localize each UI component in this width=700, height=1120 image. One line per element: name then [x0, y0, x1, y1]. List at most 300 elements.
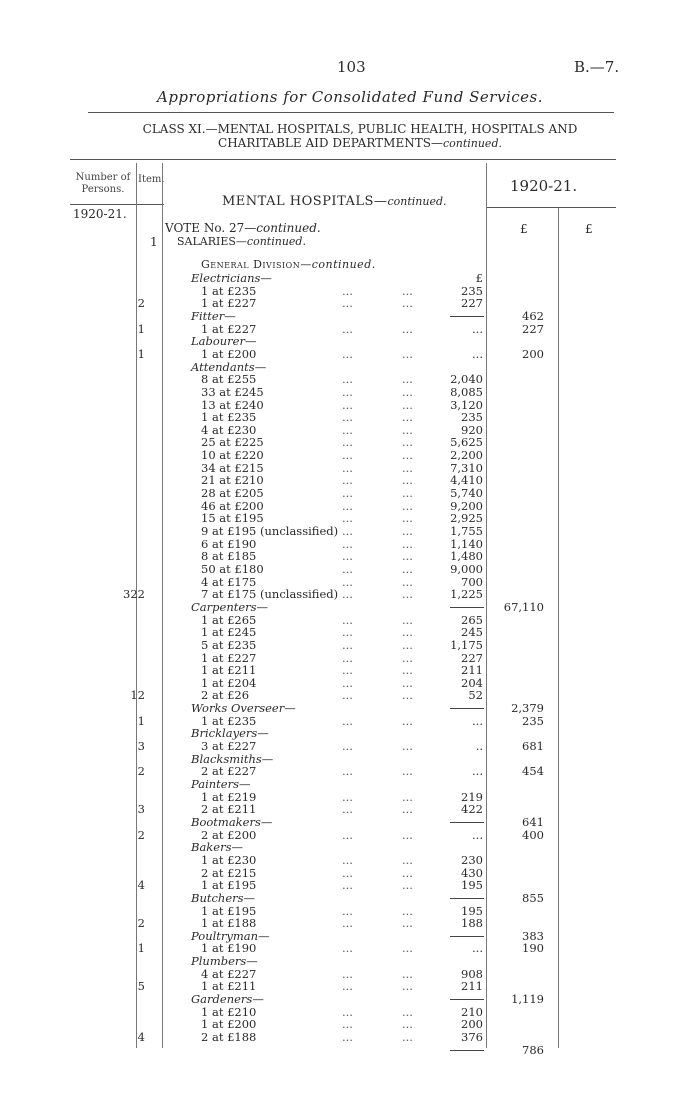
row-category: Poultryman— — [191, 928, 270, 943]
table-row — [0, 386, 700, 399]
row-category: Bootmakers— — [191, 814, 273, 829]
row-amount: 245 — [461, 625, 483, 640]
leader-dots: ... — [402, 675, 413, 690]
row-amount: 5,625 — [450, 435, 483, 450]
leader-dots: ... — [402, 296, 413, 311]
row-rate: 50 at £180 — [201, 561, 264, 576]
leader-dots: ... — [402, 903, 413, 918]
row-persons: 322 — [123, 587, 145, 602]
table-row — [0, 335, 700, 348]
leader-dots: ... — [402, 486, 413, 501]
row-amount: 3,120 — [450, 397, 483, 412]
row-category: Carpenters— — [191, 599, 269, 614]
leader-dots: ... — [342, 688, 353, 703]
leader-dots: ... — [402, 587, 413, 602]
row-amount: 9,200 — [450, 498, 483, 513]
row-persons: 2 — [137, 916, 145, 931]
leader-dots: ... — [342, 827, 353, 842]
row-subtotal: 383 — [522, 928, 544, 943]
table-row — [0, 310, 700, 323]
leader-dots: ... — [342, 1004, 353, 1019]
row-amount: 7,310 — [450, 460, 483, 475]
row-rate: 8 at £185 — [201, 549, 257, 564]
leader-dots: ... — [342, 574, 353, 589]
row-rate: 1 at £227 — [201, 650, 257, 665]
table-row — [0, 1031, 700, 1044]
table-row — [0, 942, 700, 955]
leader-dots: ... — [342, 372, 353, 387]
leader-dots: ... — [342, 802, 353, 817]
table-row — [0, 348, 700, 361]
leader-dots: ... — [402, 650, 413, 665]
pound-header-b: £ — [585, 222, 593, 236]
row-rate: 33 at £245 — [201, 384, 264, 399]
row-rate: 6 at £190 — [201, 536, 257, 551]
row-rate: 1 at £195 — [201, 903, 257, 918]
page-title: Appropriations for Consolidated Fund Services. — [156, 88, 543, 106]
leader-dots: ... — [342, 587, 353, 602]
row-persons: 2 — [137, 764, 145, 779]
leader-dots: ... — [342, 524, 353, 538]
leader-dots: ... — [402, 663, 413, 678]
row-amount: 227 — [461, 296, 483, 311]
leader-dots: ... — [342, 384, 353, 399]
row-persons: 1 — [137, 346, 145, 361]
row-rate: 25 at £225 — [201, 435, 264, 450]
section-title-main: MENTAL HOSPITALS— — [222, 194, 388, 209]
row-category: Gardeners— — [191, 992, 264, 1007]
row-amount: 265 — [461, 612, 483, 627]
row-amount: 1,480 — [450, 549, 483, 564]
leader-dots: ... — [342, 435, 353, 450]
row-rate: 4 at £175 — [201, 574, 257, 589]
leader-dots: ... — [402, 789, 413, 804]
row-amount: 8,085 — [450, 384, 483, 399]
leader-dots: ... — [402, 384, 413, 399]
leader-dots: ... — [342, 511, 353, 526]
row-subtotal: 786 — [522, 1042, 544, 1057]
row-persons: 4 — [137, 878, 145, 893]
table-row — [0, 993, 700, 1006]
vote-main: VOTE No. 27— — [165, 221, 257, 235]
row-amount: 1,225 — [450, 587, 483, 602]
row-persons: 1 — [137, 713, 145, 728]
year-left: 1920-21. — [73, 207, 127, 221]
leader-dots: ... — [342, 448, 353, 463]
row-amount: ... — [472, 321, 483, 336]
row-rate: 1 at £211 — [201, 979, 257, 994]
row-rate: 2 at £26 — [201, 688, 250, 703]
leader-dots: ... — [402, 941, 413, 956]
row-amount: 2,200 — [450, 448, 483, 463]
row-rate: 1 at £210 — [201, 1004, 257, 1019]
row-rate: 2 at £188 — [201, 1030, 257, 1044]
leader-dots: ... — [342, 410, 353, 425]
subtotal-rule — [450, 1050, 484, 1051]
row-persons: 3 — [137, 739, 145, 754]
leader-dots: ... — [342, 789, 353, 804]
row-rate: 1 at £227 — [201, 296, 257, 311]
table-row — [0, 854, 700, 867]
row-amount: 9,000 — [450, 561, 483, 576]
row-rate: 4 at £230 — [201, 422, 257, 437]
salaries-continued: continued. — [246, 235, 306, 248]
table-row — [0, 892, 700, 905]
table-row — [0, 626, 700, 639]
leader-dots: ... — [342, 865, 353, 880]
table-row — [0, 841, 700, 854]
subtotal-rule — [450, 607, 484, 608]
row-subtotal: 454 — [522, 764, 544, 779]
leader-dots: ... — [402, 524, 413, 538]
table-row — [0, 601, 700, 614]
leader-dots: ... — [402, 536, 413, 551]
row-category: Works Overseer— — [191, 701, 296, 716]
pound-header-a: £ — [520, 222, 528, 236]
row-amount: 5,740 — [450, 486, 483, 501]
leader-dots: ... — [402, 852, 413, 867]
row-amount: 920 — [461, 422, 483, 437]
table-row — [0, 1044, 700, 1057]
table-row — [0, 879, 700, 892]
header-item: Item. — [138, 174, 165, 185]
row-amount: 2,040 — [450, 372, 483, 387]
row-amount: £ — [475, 271, 483, 285]
leader-dots: ... — [402, 966, 413, 981]
row-rate: 1 at £265 — [201, 612, 257, 627]
header-rule-right — [486, 207, 616, 208]
row-amount: 195 — [461, 903, 483, 918]
leader-dots: ... — [402, 865, 413, 880]
table-row — [0, 297, 700, 310]
row-amount: 1,140 — [450, 536, 483, 551]
leader-dots: ... — [402, 637, 413, 652]
leader-dots: ... — [402, 625, 413, 640]
row-rate: 10 at £220 — [201, 448, 264, 463]
row-amount: 219 — [461, 789, 483, 804]
title-rule — [88, 112, 614, 113]
row-amount: ... — [472, 346, 483, 361]
subtotal-rule — [450, 936, 484, 937]
subtotal-rule — [450, 822, 484, 823]
leader-dots: ... — [402, 397, 413, 412]
row-rate: 1 at £204 — [201, 675, 257, 690]
class-title-rule — [70, 159, 616, 160]
leader-dots: ... — [402, 739, 413, 754]
row-amount: 235 — [461, 283, 483, 298]
row-category: Bakers— — [191, 840, 243, 855]
row-rate: 2 at £200 — [201, 827, 257, 842]
general-division-continued: continued. — [311, 258, 376, 271]
leader-dots: ... — [342, 549, 353, 564]
table-row — [0, 816, 700, 829]
row-category: Butchers— — [191, 890, 256, 905]
leader-dots: ... — [342, 903, 353, 918]
row-rate: 21 at £210 — [201, 473, 264, 488]
leader-dots: ... — [342, 283, 353, 298]
row-rate: 4 at £227 — [201, 966, 257, 981]
row-rate: 1 at £235 — [201, 410, 257, 425]
row-rate: 1 at £195 — [201, 878, 257, 893]
row-amount: 195 — [461, 878, 483, 893]
row-amount: 230 — [461, 852, 483, 867]
row-amount: 235 — [461, 410, 483, 425]
table-row — [0, 715, 700, 728]
leader-dots: ... — [402, 410, 413, 425]
table-row — [0, 588, 700, 601]
leader-dots: ... — [342, 713, 353, 728]
leader-dots: ... — [342, 473, 353, 488]
row-category: Blacksmiths— — [191, 751, 274, 766]
row-subtotal: 235 — [522, 713, 544, 728]
row-rate: 1 at £219 — [201, 789, 257, 804]
leader-dots: ... — [402, 1030, 413, 1044]
leader-dots: ... — [342, 675, 353, 690]
header-persons: Number of Persons. — [75, 172, 131, 195]
table-row — [0, 664, 700, 677]
table-row — [0, 323, 700, 336]
row-subtotal: 227 — [522, 321, 544, 336]
leader-dots: ... — [402, 827, 413, 842]
row-rate: 15 at £195 — [201, 511, 264, 526]
row-category: Attendants— — [191, 359, 267, 374]
leader-dots: ... — [342, 422, 353, 437]
row-category: Electricians— — [191, 271, 272, 285]
row-subtotal: 1,119 — [511, 992, 544, 1007]
leader-dots: ... — [342, 1030, 353, 1044]
leader-dots: ... — [342, 486, 353, 501]
row-amount: ... — [472, 941, 483, 956]
row-rate: 1 at £245 — [201, 625, 257, 640]
row-rate: 1 at £230 — [201, 852, 257, 867]
row-rate: 1 at £188 — [201, 916, 257, 931]
leader-dots: ... — [402, 346, 413, 361]
subtotal-rule — [450, 898, 484, 899]
leader-dots: ... — [402, 435, 413, 450]
row-persons: 4 — [137, 1030, 145, 1044]
row-amount: ... — [472, 764, 483, 779]
row-amount: 422 — [461, 802, 483, 817]
row-subtotal: 681 — [522, 739, 544, 754]
row-category: Painters— — [191, 777, 251, 791]
row-persons: 1 — [137, 321, 145, 336]
row-amount: 376 — [461, 1030, 483, 1044]
leader-dots: ... — [342, 498, 353, 513]
row-subtotal: 200 — [522, 346, 544, 361]
row-amount: 430 — [461, 865, 483, 880]
subtotal-rule — [450, 708, 484, 709]
row-amount: .. — [475, 739, 483, 754]
row-amount: 1,175 — [450, 637, 483, 652]
table-row — [0, 803, 700, 816]
row-subtotal: 400 — [522, 827, 544, 842]
row-amount: 200 — [461, 1017, 483, 1032]
leader-dots: ... — [342, 941, 353, 956]
row-persons: 2 — [137, 827, 145, 842]
leader-dots: ... — [402, 764, 413, 779]
table-row — [0, 765, 700, 778]
row-rate: 9 at £195 (unclassified) — [201, 524, 339, 538]
leader-dots: ... — [342, 296, 353, 311]
row-amount: 2,925 — [450, 511, 483, 526]
row-rate: 28 at £205 — [201, 486, 264, 501]
leader-dots: ... — [402, 574, 413, 589]
table-row — [0, 373, 700, 386]
leader-dots: ... — [402, 498, 413, 513]
row-category: Fitter— — [191, 308, 236, 323]
leader-dots: ... — [342, 612, 353, 627]
row-category: Labourer— — [191, 334, 257, 349]
leader-dots: ... — [342, 460, 353, 475]
table-row — [0, 525, 700, 538]
leader-dots: ... — [402, 460, 413, 475]
leader-dots: ... — [342, 625, 353, 640]
document-code: B.—7. — [574, 58, 620, 76]
row-persons: 12 — [130, 688, 145, 703]
leader-dots: ... — [342, 916, 353, 931]
row-rate: 1 at £200 — [201, 1017, 257, 1032]
item-number: 1 — [150, 235, 158, 249]
row-rate: 7 at £175 (unclassified) — [201, 587, 339, 602]
leader-dots: ... — [402, 713, 413, 728]
row-persons: 2 — [137, 296, 145, 311]
leader-dots: ... — [342, 321, 353, 336]
subtotal-rule — [450, 999, 484, 1000]
row-persons: 1 — [137, 941, 145, 956]
leader-dots: ... — [342, 739, 353, 754]
leader-dots: ... — [402, 878, 413, 893]
row-rate: 2 at £211 — [201, 802, 257, 817]
row-subtotal: 462 — [522, 308, 544, 323]
row-rate: 2 at £215 — [201, 865, 257, 880]
leader-dots: ... — [402, 372, 413, 387]
leader-dots: ... — [342, 878, 353, 893]
row-subtotal: 855 — [522, 890, 544, 905]
row-amount: 227 — [461, 650, 483, 665]
leader-dots: ... — [402, 321, 413, 336]
leader-dots: ... — [342, 650, 353, 665]
leader-dots: ... — [402, 473, 413, 488]
header-year: 1920-21. — [510, 177, 578, 195]
leader-dots: ... — [342, 852, 353, 867]
row-persons: 3 — [137, 802, 145, 817]
table-row — [0, 829, 700, 842]
header-rule-left — [70, 204, 164, 205]
row-rate: 46 at £200 — [201, 498, 264, 513]
leader-dots: ... — [402, 511, 413, 526]
row-amount: 188 — [461, 916, 483, 931]
table-row — [0, 550, 700, 563]
row-amount: 210 — [461, 1004, 483, 1019]
row-amount: ... — [472, 827, 483, 842]
row-amount: 908 — [461, 966, 483, 981]
row-amount: 1,755 — [450, 524, 483, 538]
row-amount: 4,410 — [450, 473, 483, 488]
leader-dots: ... — [342, 536, 353, 551]
row-rate: 13 at £240 — [201, 397, 264, 412]
leader-dots: ... — [402, 549, 413, 564]
row-subtotal: 2,379 — [511, 701, 544, 716]
leader-dots: ... — [402, 802, 413, 817]
class-title-main: CLASS XI.—MENTAL HOSPITALS, PUBLIC HEALTH, HOSPITALS AND CHARITABLE AID DEPARTMENTS— — [142, 122, 578, 150]
row-persons: 5 — [137, 979, 145, 994]
row-amount: 52 — [468, 688, 483, 703]
table-row — [0, 778, 700, 791]
row-rate: 1 at £190 — [201, 941, 257, 956]
leader-dots: ... — [342, 397, 353, 412]
leader-dots: ... — [342, 966, 353, 981]
row-rate: 3 at £227 — [201, 739, 257, 754]
table-row — [0, 639, 700, 652]
leader-dots: ... — [342, 663, 353, 678]
row-rate: 1 at £235 — [201, 713, 257, 728]
leader-dots: ... — [342, 764, 353, 779]
leader-dots: ... — [342, 346, 353, 361]
class-title-continued: continued. — [442, 137, 502, 150]
leader-dots: ... — [342, 637, 353, 652]
table-row — [0, 702, 700, 715]
leader-dots: ... — [402, 283, 413, 298]
table-row — [0, 272, 700, 285]
row-subtotal: 190 — [522, 941, 544, 956]
leader-dots: ... — [402, 612, 413, 627]
table-row — [0, 955, 700, 968]
table-row — [0, 740, 700, 753]
leader-dots: ... — [402, 1004, 413, 1019]
table-row — [0, 449, 700, 462]
row-rate: 1 at £235 — [201, 283, 257, 298]
page-number: 103 — [337, 58, 366, 76]
leader-dots: ... — [402, 422, 413, 437]
row-rate: 1 at £227 — [201, 321, 257, 336]
leader-dots: ... — [402, 688, 413, 703]
row-category: Bricklayers— — [191, 726, 269, 741]
salaries-main: SALARIES— — [177, 235, 247, 248]
row-rate: 8 at £255 — [201, 372, 257, 387]
row-rate: 2 at £227 — [201, 764, 257, 779]
table-row — [0, 487, 700, 500]
table-row — [0, 689, 700, 702]
general-division-main: General Division— — [201, 258, 312, 271]
row-category: Plumbers— — [191, 954, 258, 969]
general-division-heading — [201, 258, 376, 271]
row-amount: 211 — [461, 663, 483, 678]
leader-dots: ... — [402, 561, 413, 576]
table-row — [0, 563, 700, 576]
row-rate: 1 at £200 — [201, 346, 257, 361]
class-title — [110, 122, 610, 151]
table-row — [0, 411, 700, 424]
row-subtotal: 67,110 — [503, 599, 544, 614]
leader-dots: ... — [402, 979, 413, 994]
row-amount: 211 — [461, 979, 483, 994]
row-rate: 34 at £215 — [201, 460, 264, 475]
leader-dots: ... — [402, 448, 413, 463]
section-title — [222, 194, 447, 209]
row-subtotal: 641 — [522, 814, 544, 829]
leader-dots: ... — [342, 1017, 353, 1032]
row-amount: 700 — [461, 574, 483, 589]
section-title-continued: continued. — [387, 195, 447, 208]
row-amount: 204 — [461, 675, 483, 690]
row-rate: 5 at £235 — [201, 637, 257, 652]
leader-dots: ... — [342, 979, 353, 994]
vote-title — [165, 221, 321, 235]
table-row — [0, 917, 700, 930]
row-amount: ... — [472, 713, 483, 728]
leader-dots: ... — [342, 561, 353, 576]
salaries-heading — [177, 235, 306, 248]
